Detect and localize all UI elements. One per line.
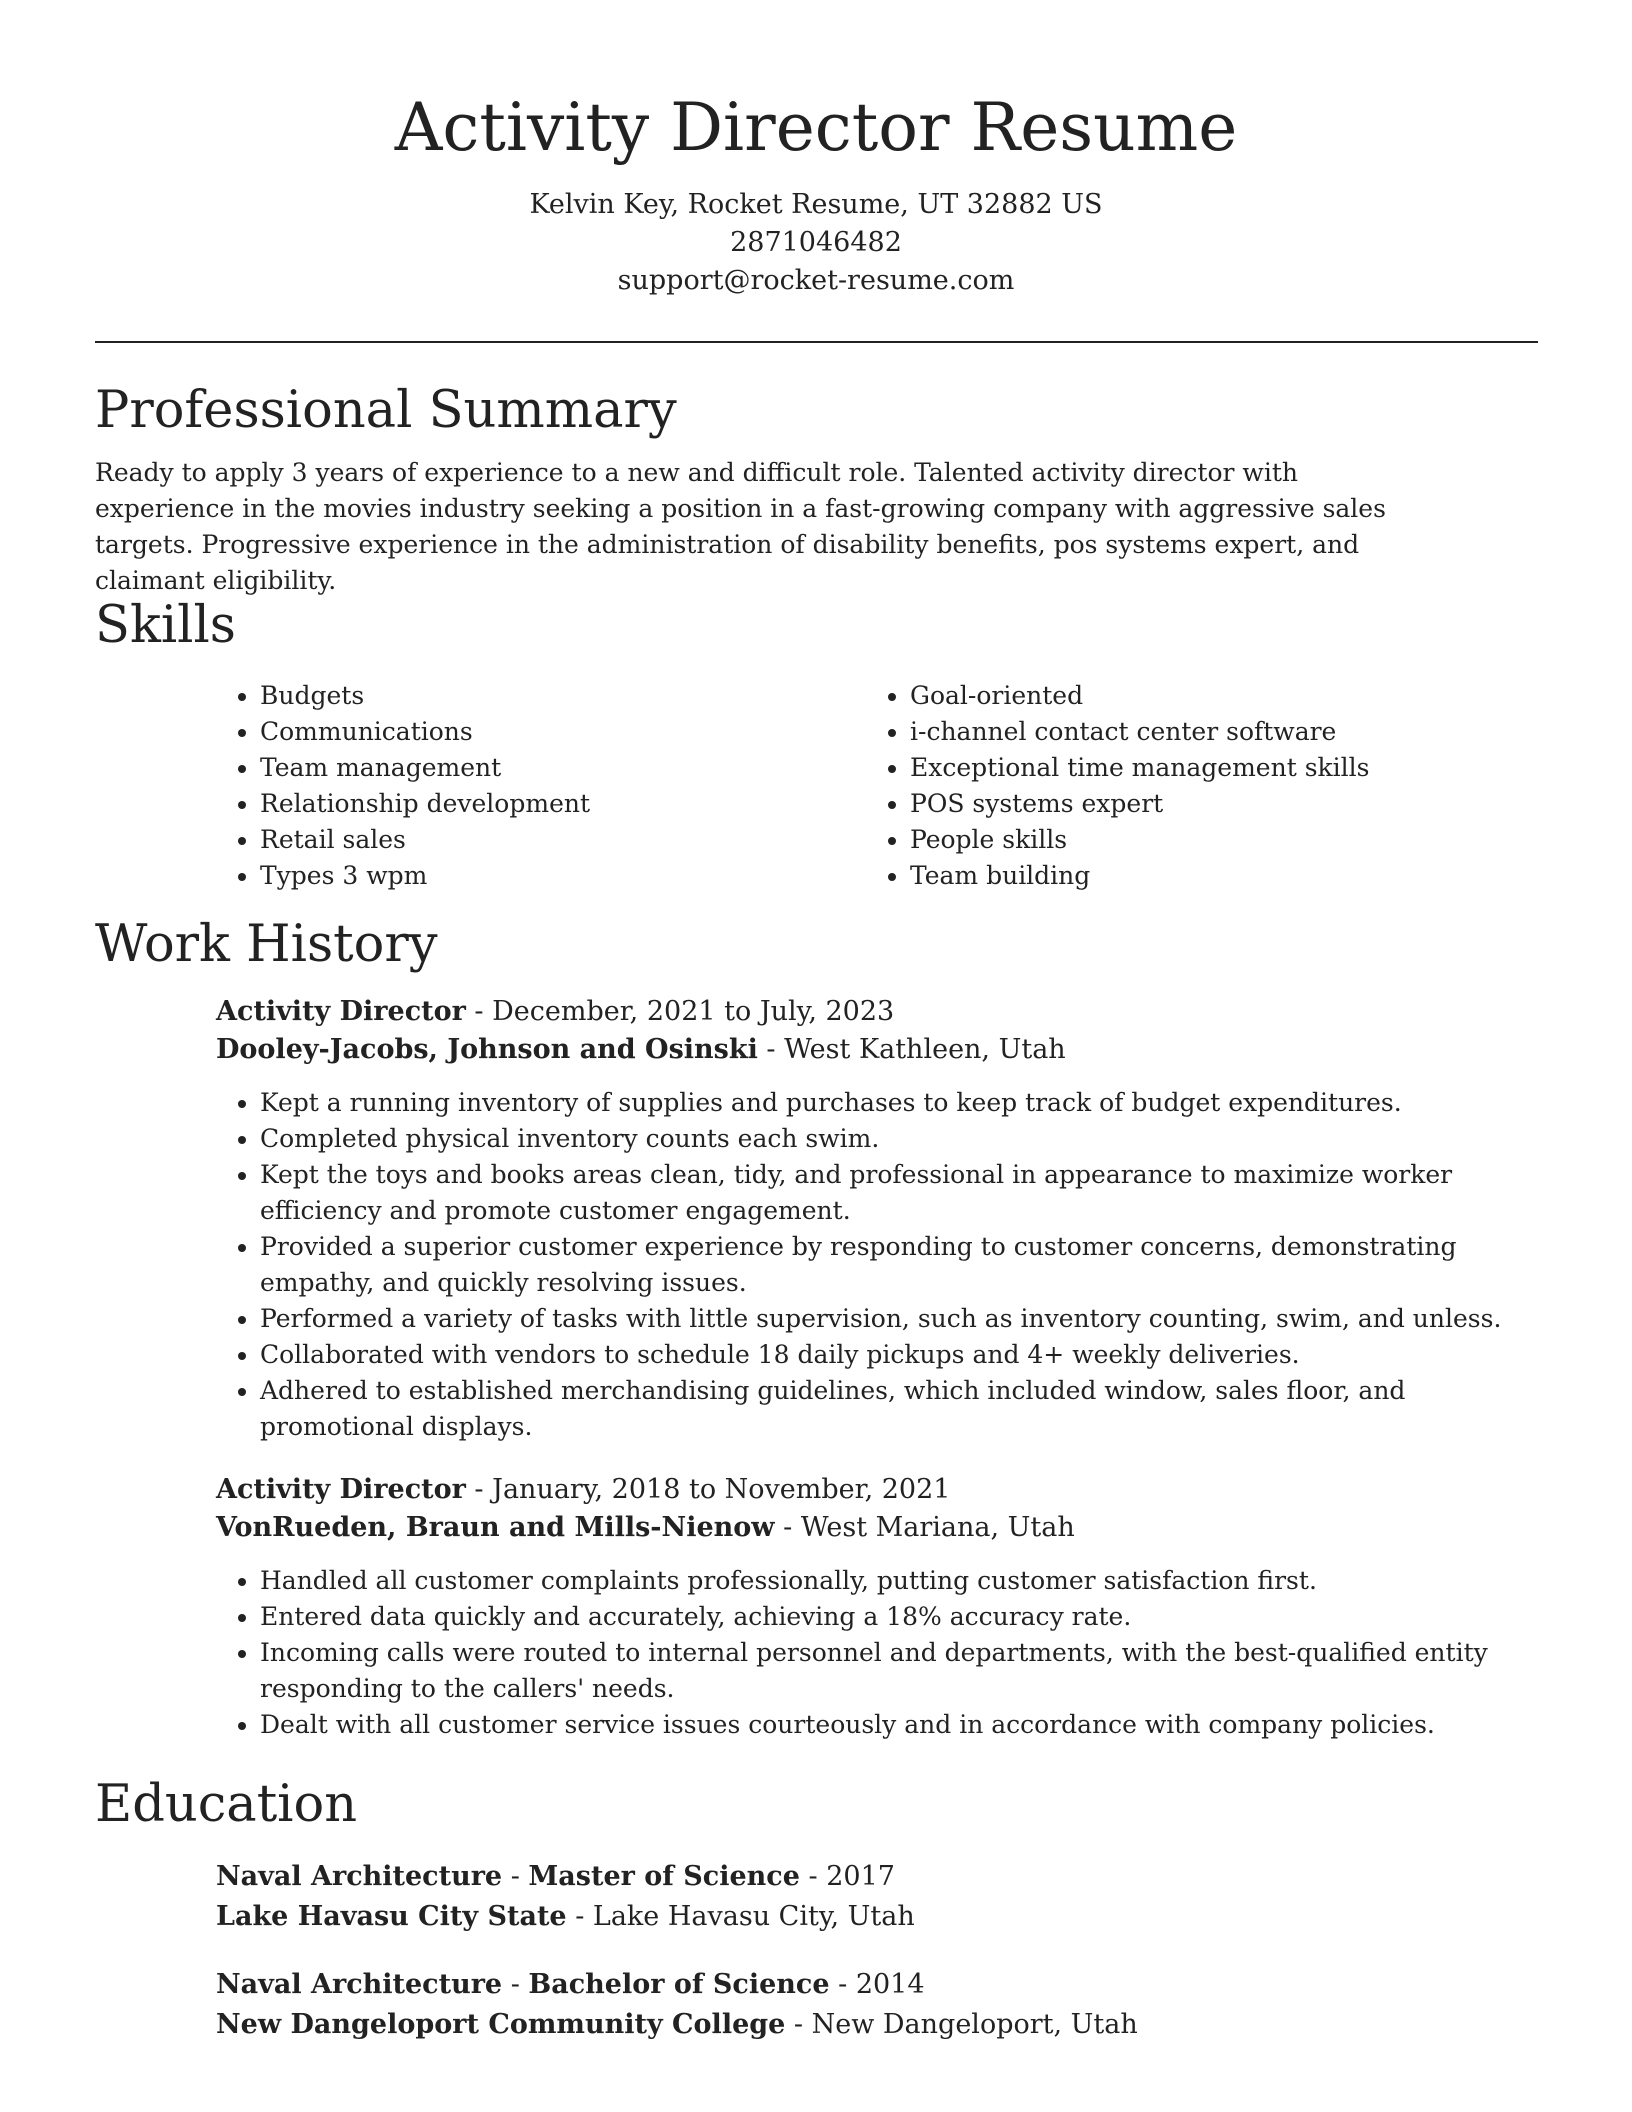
- education-location: New Dangeloport, Utah: [811, 2009, 1138, 2040]
- list-item: • Collaborated with vendors to schedule 18 daily pickups and 4+ weekly deliveries.: [260, 1337, 1516, 1373]
- summary-section: [95, 381, 1538, 599]
- education-entry: [216, 1965, 1516, 2045]
- skill-item: • Goal-oriented: [910, 678, 1516, 714]
- resume-header: [0, 0, 1632, 300]
- contact-email: support@rocket-resume.com: [617, 265, 1015, 296]
- skill-item: • Team management: [260, 750, 866, 786]
- education-year: 2017: [826, 1861, 895, 1892]
- list-item: • Performed a variety of tasks with little supervision, such as inventory counting, swim, and unless.: [260, 1301, 1516, 1337]
- job-duties: [216, 1563, 1516, 1743]
- list-item: • Handled all customer complaints professionally, putting customer satisfaction first.: [260, 1563, 1516, 1599]
- education-school: Lake Havasu City State: [216, 1901, 567, 1932]
- education-degree: Master of Science: [528, 1861, 800, 1892]
- job-dates: January, 2018 to November, 2021: [492, 1474, 951, 1505]
- skill-item: • Budgets: [260, 678, 866, 714]
- education-degree-line: Naval Architecture - Bachelor of Science - 2014: [216, 1969, 925, 2000]
- education-field: Naval Architecture: [216, 1969, 503, 2000]
- education-degree-line: Naval Architecture - Master of Science - 2017: [216, 1861, 895, 1892]
- skill-item: • People skills: [910, 822, 1516, 858]
- contact-phone: 2871046482: [730, 227, 902, 258]
- skill-item: • POS systems expert: [910, 786, 1516, 822]
- skill-item: • i-channel contact center software: [910, 714, 1516, 750]
- skills-grid: [216, 678, 1516, 894]
- list-item: • Completed physical inventory counts each swim.: [260, 1121, 1516, 1157]
- job-company: Dooley-Jacobs, Johnson and Osinski: [216, 1034, 758, 1065]
- summary-text: Ready to apply 3 years of experience to a new and difficult role. Talented activity director with experience in the movies industry seeking a position in a fast-growing company with aggressive sales targets. Progressive experience in the administration of disability benefits, pos systems expert, and claimant eligibility.: [95, 458, 1386, 595]
- job-dates: December, 2021 to July, 2023: [492, 996, 895, 1027]
- skill-item: • Exceptional time management skills: [910, 750, 1516, 786]
- skills-heading: Skills: [95, 596, 236, 655]
- list-item: • Provided a superior customer experience by responding to customer concerns, demonstrating empathy, and quickly resolving issues.: [260, 1229, 1516, 1301]
- job-title-line: Activity Director - December, 2021 to July, 2023: [216, 996, 895, 1027]
- job-company-line: Dooley-Jacobs, Johnson and Osinski - West Kathleen, Utah: [216, 1034, 1066, 1065]
- education-degree: Bachelor of Science: [528, 1969, 830, 2000]
- education-year: 2014: [855, 1969, 925, 2000]
- job-location: West Mariana, Utah: [800, 1512, 1075, 1543]
- list-item: • Kept the toys and books areas clean, tidy, and professional in appearance to maximize worker efficiency and promote customer engagement.: [260, 1157, 1516, 1229]
- education-entry: [216, 1857, 1516, 1937]
- contact-address: Kelvin Key, Rocket Resume, UT 32882 US: [529, 189, 1103, 220]
- list-item: • Adhered to established merchandising guidelines, which included window, sales floor, and promotional displays.: [260, 1373, 1516, 1445]
- header-divider: [95, 341, 1538, 343]
- education-location: Lake Havasu City, Utah: [592, 1901, 915, 1932]
- summary-heading: Professional Summary: [95, 381, 677, 440]
- list-item: • Entered data quickly and accurately, achieving a 18% accuracy rate.: [260, 1599, 1516, 1635]
- job-company-line: VonRueden, Braun and Mills-Nienow - West Mariana, Utah: [216, 1512, 1075, 1543]
- skill-item: • Types 3 wpm: [260, 858, 866, 894]
- skills-list-right: [866, 678, 1516, 894]
- list-item: • Incoming calls were routed to internal personnel and departments, with the best-qualified entity responding to the callers' needs.: [260, 1635, 1516, 1707]
- job-entry: [216, 1471, 1516, 1743]
- list-item: • Kept a running inventory of supplies and purchases to keep track of budget expenditures.: [260, 1085, 1516, 1121]
- skills-list-left: [216, 678, 866, 894]
- job-title: Activity Director: [216, 996, 466, 1027]
- work-history-heading: Work History: [95, 915, 438, 974]
- job-company: VonRueden, Braun and Mills-Nienow: [216, 1512, 775, 1543]
- job-entry: [216, 993, 1516, 1445]
- education-school-line: New Dangeloport Community College - New Dangeloport, Utah: [216, 2009, 1138, 2040]
- job-location: West Kathleen, Utah: [784, 1034, 1066, 1065]
- skill-item: • Team building: [910, 858, 1516, 894]
- work-history-section: [95, 915, 1538, 1743]
- skill-item: • Relationship development: [260, 786, 866, 822]
- education-section: [95, 1775, 1538, 2045]
- skills-section: [95, 596, 1538, 894]
- education-field: Naval Architecture: [216, 1861, 503, 1892]
- job-title-line: Activity Director - January, 2018 to November, 2021: [216, 1474, 951, 1505]
- contact-info: [0, 186, 1632, 300]
- job-duties: [216, 1085, 1516, 1445]
- education-school-line: Lake Havasu City State - Lake Havasu City, Utah: [216, 1901, 915, 1932]
- skill-item: • Communications: [260, 714, 866, 750]
- page-title: Activity Director Resume: [394, 89, 1238, 166]
- skill-item: • Retail sales: [260, 822, 866, 858]
- list-item: • Dealt with all customer service issues courteously and in accordance with company policies.: [260, 1707, 1516, 1743]
- education-heading: Education: [95, 1775, 358, 1834]
- job-title: Activity Director: [216, 1474, 466, 1505]
- education-school: New Dangeloport Community College: [216, 2009, 786, 2040]
